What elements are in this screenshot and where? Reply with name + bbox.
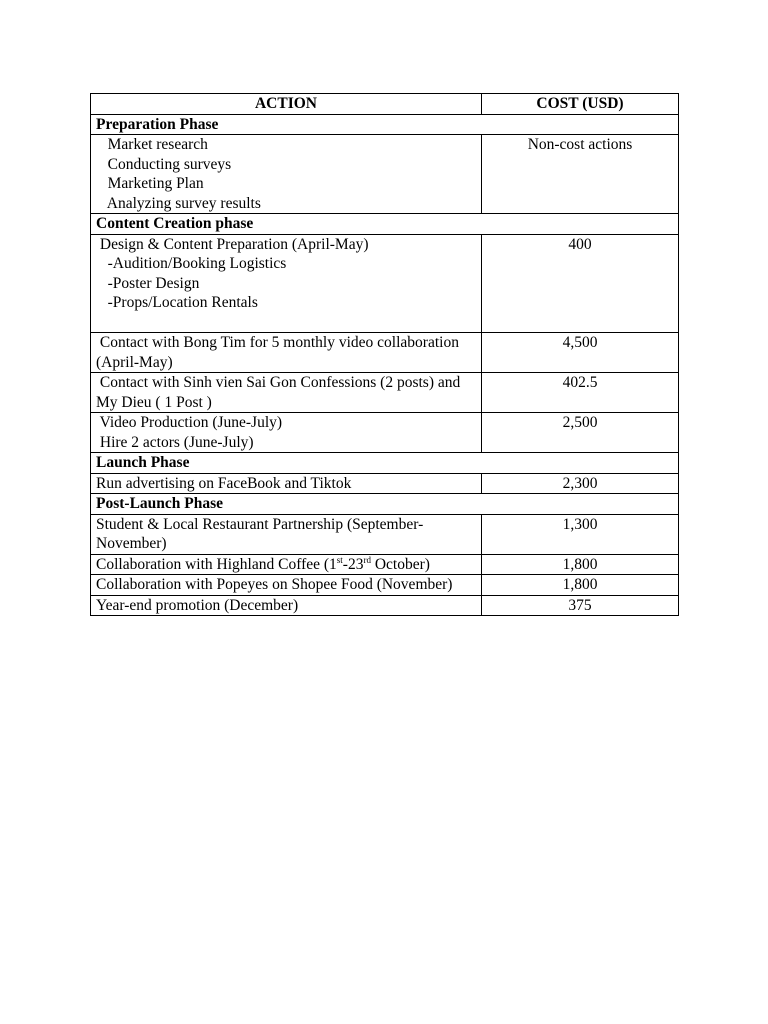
phase-row-launch xyxy=(91,453,679,474)
action-text-part: -23 xyxy=(342,555,364,573)
action-line: Conducting surveys xyxy=(96,155,232,173)
phase-title: Post-Launch Phase xyxy=(91,494,679,515)
action-cell xyxy=(91,234,482,333)
table-row xyxy=(91,473,679,494)
action-cell xyxy=(91,333,482,373)
action-cell xyxy=(91,413,482,453)
cost-cell: 375 xyxy=(482,595,679,616)
phase-row-post-launch xyxy=(91,494,679,515)
table-row xyxy=(91,413,679,453)
cost-cell: 2,500 xyxy=(482,413,679,453)
blank-line xyxy=(96,313,476,333)
action-cell xyxy=(91,554,482,575)
action-cell xyxy=(91,373,482,413)
table-row xyxy=(91,595,679,616)
action-line: Analyzing survey results xyxy=(96,194,261,212)
action-text: Contact with Sinh vien Sai Gon Confessions (2 posts) and My Dieu ( 1 Post ) xyxy=(96,374,465,411)
table-row xyxy=(91,234,679,333)
action-text-part: October) xyxy=(370,555,430,573)
action-cell: Run advertising on FaceBook and Tiktok xyxy=(91,473,482,494)
cost-cell: 1,800 xyxy=(482,575,679,596)
action-cell xyxy=(91,514,482,554)
action-text-part: Collaboration with Highland Coffee (1 xyxy=(96,555,337,573)
table-row xyxy=(91,554,679,575)
phase-title: Launch Phase xyxy=(91,453,679,474)
cost-cell: 4,500 xyxy=(482,333,679,373)
phase-row-preparation xyxy=(91,114,679,135)
action-text: Student & Local Restaurant Partnership (September-November) xyxy=(96,515,424,552)
phase-title: Content Creation phase xyxy=(91,214,679,235)
cost-cell: 400 xyxy=(482,234,679,333)
cost-cell: 2,300 xyxy=(482,473,679,494)
action-line: -Audition/Booking Logistics xyxy=(96,255,287,272)
action-cell: Year-end promotion (December) xyxy=(91,595,482,616)
action-cell xyxy=(91,135,482,214)
cost-cell: 402.5 xyxy=(482,373,679,413)
ordinal-suffix: rd xyxy=(363,554,371,565)
action-header: ACTION xyxy=(91,94,482,115)
action-line: -Poster Design xyxy=(96,274,200,292)
phase-row-content-creation xyxy=(91,214,679,235)
cost-header: COST (USD) xyxy=(482,94,679,115)
cost-cell: Non-cost actions xyxy=(482,135,679,214)
cost-table xyxy=(90,93,679,616)
action-text: Contact with Bong Tim for 5 monthly video collaboration (April-May) xyxy=(96,334,463,371)
action-line: Hire 2 actors (June-July) xyxy=(96,433,254,451)
table-row xyxy=(91,135,679,214)
table-row xyxy=(91,514,679,554)
action-cell: Collaboration with Popeyes on Shopee Food (November) xyxy=(91,575,482,596)
cost-cell: 1,300 xyxy=(482,514,679,554)
phase-title: Preparation Phase xyxy=(91,114,679,135)
table-row xyxy=(91,333,679,373)
cost-cell: 1,800 xyxy=(482,554,679,575)
action-line: Design & Content Preparation (April-May) xyxy=(96,235,369,253)
table-row xyxy=(91,575,679,596)
table-row xyxy=(91,373,679,413)
ordinal-suffix: st xyxy=(336,554,343,565)
action-line: -Props/Location Rentals xyxy=(96,294,258,311)
action-line: Market research xyxy=(96,136,208,153)
header-row xyxy=(91,94,679,115)
action-line: Video Production (June-July) xyxy=(96,414,283,431)
action-line: Marketing Plan xyxy=(96,175,204,192)
